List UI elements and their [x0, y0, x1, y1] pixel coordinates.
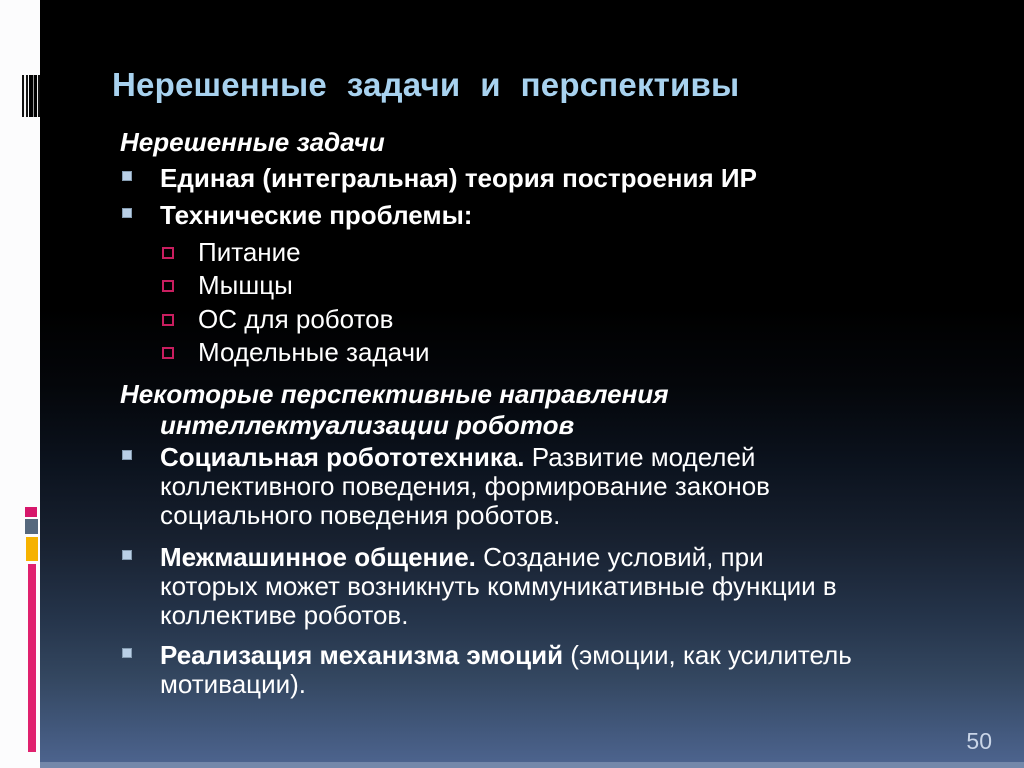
heading-line: интеллектуализации роботов [160, 410, 575, 440]
bold-lead: Межмашинное общение. [160, 542, 476, 572]
paragraph-line: коллективного поведения, формирование законов [160, 471, 770, 501]
bullet-item-machine-communication [120, 543, 1000, 630]
sub-bullet-item-os [120, 305, 1000, 334]
bullet-text: Единая (интегральная) теория построения ИР [160, 163, 757, 193]
barcode-icon [22, 75, 40, 117]
sub-bullet-text: Модельные задачи [198, 337, 430, 367]
bullet-square-icon [122, 648, 132, 658]
bullet-item-theory [120, 164, 1000, 193]
page-number: 50 [966, 728, 992, 754]
line-rest: Развитие моделей [524, 442, 756, 472]
bullet-square-icon [122, 450, 132, 460]
accent-chip-pink-icon [25, 507, 37, 517]
sub-bullet-item-power [120, 238, 1000, 267]
bullet-item-technical [120, 201, 1000, 230]
bullet-square-icon [122, 550, 132, 560]
heading-line: Некоторые перспективные направления [120, 379, 669, 409]
sub-bullet-text: Питание [198, 237, 301, 267]
sub-bullet-item-muscles [120, 271, 1000, 300]
paragraph-line [160, 543, 1000, 572]
accent-chip-yellow-icon [26, 537, 38, 561]
hollow-square-bullet-icon [162, 247, 174, 259]
paragraph-line [160, 443, 1000, 472]
paragraph-line [160, 641, 1000, 670]
paragraph-line: мотивации). [160, 669, 306, 699]
slide-title: Нерешенные задачи и перспективы [112, 66, 740, 103]
section-heading-unsolved [120, 127, 1000, 158]
bullet-item-emotions [120, 641, 1000, 699]
bullet-text: Технические проблемы: [160, 200, 473, 230]
bullet-item-social-robotics [120, 443, 1000, 530]
hollow-square-bullet-icon [162, 280, 174, 292]
line-rest: Создание условий, при [475, 542, 764, 572]
hollow-square-bullet-icon [162, 347, 174, 359]
sub-bullet-item-model-tasks [120, 338, 1000, 367]
sub-bullet-text: Мышцы [198, 270, 293, 300]
hollow-square-bullet-icon [162, 314, 174, 326]
accent-bar-pink-icon [28, 564, 36, 752]
heading-line: Нерешенные задачи [120, 127, 385, 157]
accent-chip-slate-icon [25, 519, 38, 534]
paragraph-line: коллективе роботов. [160, 600, 409, 630]
bullet-square-icon [122, 208, 132, 218]
paragraph-line: которых может возникнуть коммуникативные функции в [160, 571, 837, 601]
bold-lead: Реализация механизма эмоций [160, 640, 564, 670]
left-rail [0, 0, 40, 768]
paragraph-line: социального поведения роботов. [160, 500, 561, 530]
section-heading-perspectives [120, 379, 1000, 441]
sub-bullet-text: ОС для роботов [198, 304, 394, 334]
bottom-highlight-strip [40, 762, 1024, 768]
bold-lead: Социальная робототехника. [160, 442, 525, 472]
line-rest: (эмоции, как усилитель [563, 640, 852, 670]
bullet-square-icon [122, 171, 132, 181]
